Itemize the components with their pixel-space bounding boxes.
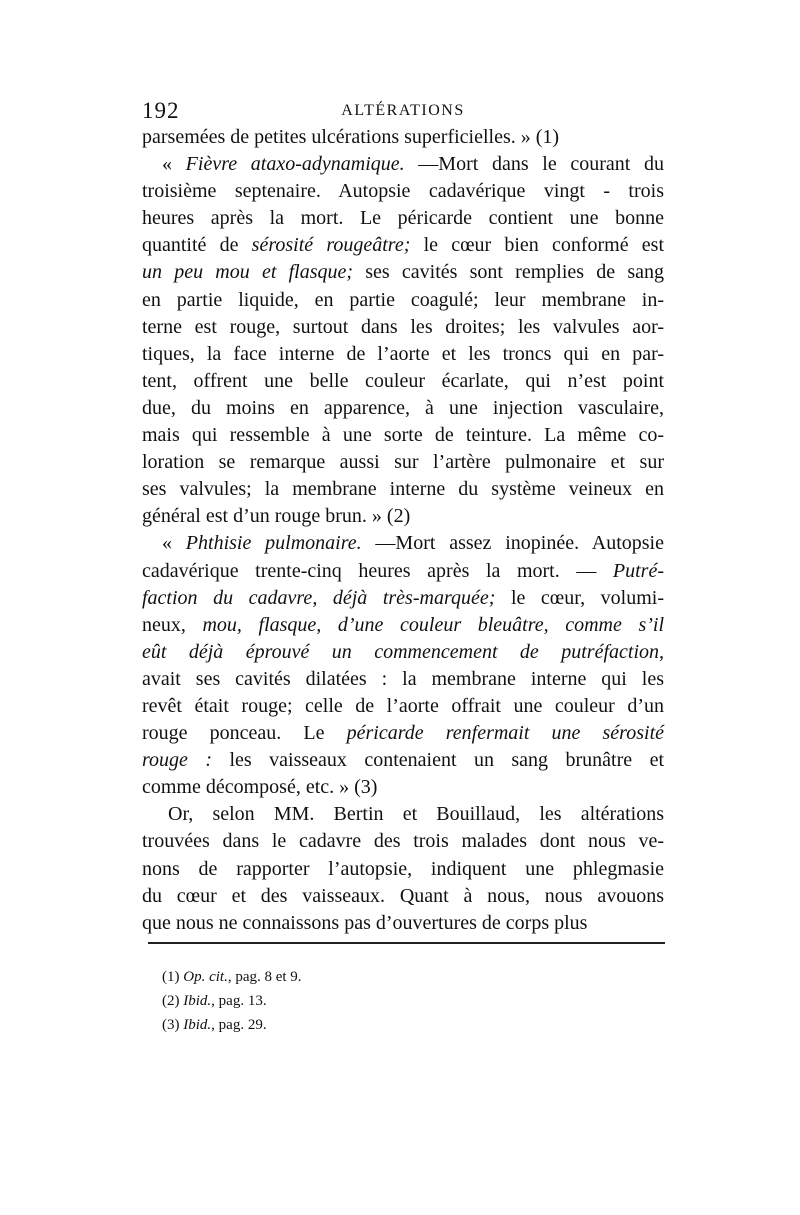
text-segment: le cœur, volumi- [495,586,664,609]
italic-text: un peu mou et flasque; [142,261,354,284]
text-segment: général est d’un rouge brun. » (2) [142,505,411,528]
body-text [142,124,664,937]
footnote-text: , pag. 8 et 9. [227,969,302,985]
text-segment: loration se remarque aussi sur l’artère pulmonaire et sur [142,451,664,474]
text-segment: —Mort assez inopinée. Autopsie [361,532,664,555]
text-line [142,287,664,314]
text-line [142,314,664,341]
text-line [142,205,664,232]
text-segment: ses cavités sont remplies de sang [353,261,665,284]
text-segment: parsemées de petites ulcérations superficielles. » (1) [142,126,560,148]
text-line [142,476,664,503]
text-segment: « [162,532,186,555]
text-segment: du cœur et des vaisseaux. Quant à nous, nous avouons [142,884,664,907]
text-line [142,639,664,666]
text-line [142,747,664,774]
text-line [142,720,664,747]
italic-text: mou, flasque, d’une couleur bleuâtre, comme s’il [202,613,664,636]
italic-text: rouge : [142,749,213,772]
text-segment: due, du moins en apparence, à une injection vasculaire, [142,396,664,419]
text-line [142,693,664,720]
text-line [142,259,664,286]
footnote-italic-text: Ibid. [183,1017,212,1033]
text-line [142,178,664,205]
text-segment: terne est rouge, surtout dans les droites; les valvules aor- [142,315,664,338]
text-line [142,801,664,828]
text-segment: le cœur bien conformé est [410,234,664,257]
footnote-text: (2) [162,993,184,1009]
italic-text: sérosité rougeâtre; [251,234,411,257]
text-segment: quantité de [142,234,252,257]
footnote-divider [148,942,665,944]
text-segment: trouvées dans le cadavre des trois malades dont nous ve- [142,830,664,853]
footnote-text: , pag. 29. [211,1017,267,1033]
italic-text: eût déjà éprouvé un commencement de putréfaction, [142,640,664,663]
text-segment: avait ses cavités dilatées : la membrane interne qui les [142,667,664,690]
italic-text: Putré- [612,559,664,582]
text-line [142,558,664,585]
text-segment: nons de rapporter l’autopsie, indiquent une phlegmasie [142,857,664,880]
text-segment: —Mort dans le courant du [404,153,665,176]
footnote [162,989,562,1013]
text-segment: revêt était rouge; celle de l’aorte offrait une couleur d’un [142,694,664,717]
text-segment: les vaisseaux contenaient un sang brunâtre et [212,749,665,772]
text-line [142,368,664,395]
footnotes [162,965,562,1037]
footnote-text: (1) [162,969,184,985]
text-line [142,585,664,612]
footnote-text: (3) [162,1017,184,1033]
text-segment: en partie liquide, en partie coagulé; leur membrane in- [142,288,664,311]
text-line [142,422,664,449]
text-segment: « [162,153,186,176]
footnote-italic-text: Ibid. [183,993,212,1009]
italic-text: faction du cadavre, déjà très-marquée; [142,586,496,609]
text-segment: tiques, la face interne de l’aorte et les troncs qui en par- [142,342,664,365]
text-line [142,910,664,937]
italic-text: Fièvre ataxo-adynamique. [185,153,405,176]
text-line [142,856,664,883]
footnote-text: , pag. 13. [211,993,267,1009]
footnote-italic-text: Op. cit. [183,969,228,985]
footnote [162,965,562,989]
text-segment: mais qui ressemble à une sorte de teinture. La même co- [142,424,664,447]
text-line [142,232,664,259]
text-line [142,341,664,368]
text-segment: ses valvules; la membrane interne du système veineux en [142,478,664,501]
text-segment: comme décomposé, etc. » (3) [142,776,378,799]
text-segment: tent, offrent une belle couleur écarlate, qui n’est point [142,369,664,392]
text-segment: que nous ne connaissons pas d’ouvertures de corps plus [142,911,588,934]
text-line [142,151,664,178]
italic-text: péricarde renfermait une sérosité [346,722,665,745]
text-segment: neux, [142,613,203,636]
text-line [142,883,664,910]
text-line [142,666,664,693]
text-line [142,774,664,801]
text-segment: heures après la mort. Le péricarde contient une bonne [142,207,664,230]
text-line [142,449,664,476]
text-segment: troisième septenaire. Autopsie cadavérique vingt - trois [142,180,664,203]
italic-text: Phthisie pulmonaire. [185,532,362,555]
running-head: ALTÉRATIONS [341,102,465,119]
text-segment: Or, selon MM. Bertin et Bouillaud, les altérations [168,803,664,826]
text-line [142,612,664,639]
text-line [142,124,664,151]
text-line [142,395,664,422]
text-line [142,530,664,557]
text-line [142,503,664,530]
text-segment: rouge ponceau. Le [142,722,347,745]
page-number: 192 [142,98,180,123]
text-line [142,828,664,855]
footnote [162,1013,562,1037]
text-segment: cadavérique trente-cinq heures après la mort. — [142,559,613,582]
